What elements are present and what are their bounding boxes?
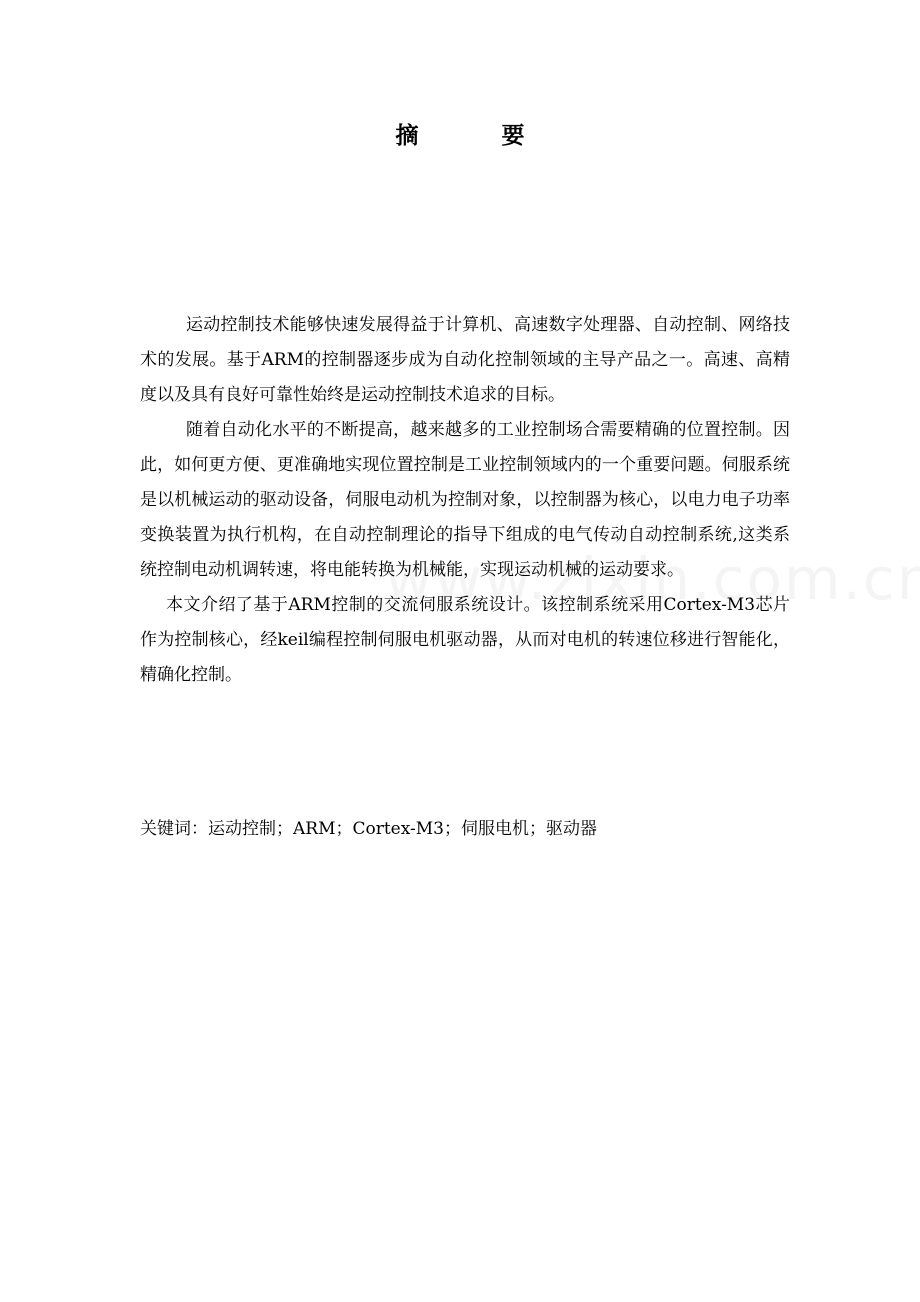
abstract-body [140,308,790,693]
abstract-paragraph-3: 本文介绍了基于ARM控制的交流伺服系统设计。该控制系统采用Cortex-M3芯片作为控制核心，经keil编程控制伺服电机驱动器，从而对电机的转速位移进行智能化，精确化控制。 [140,595,790,685]
abstract-paragraph-2: 随着自动化水平的不断提高，越来越多的工业控制场合需要精确的位置控制。因此，如何更方便、更准确地实现位置控制是工业控制领域内的一个重要问题。伺服系统是以机械运动的驱动设备，伺服电动机为控制对象，以控制器为核心，以电力电子功率变换装置为执行机构，在自动控制理论的指导下组成的电气传动自动控制系统,这类系统控制电动机调转速，将电能转换为机械能，实现运动机械的运动要求。 [140,420,790,580]
abstract-paragraph-1: 运动控制技术能够快速发展得益于计算机、高速数字处理器、自动控制、网络技术的发展。基于ARM的控制器逐步成为自动化控制领域的主导产品之一。高速、高精度以及具有良好可靠性始终是运动控制技术追求的目标。 [140,315,790,405]
keywords-line: 关键词：运动控制；ARM；Cortex-M3；伺服电机；驱动器 [140,819,597,839]
abstract-title: 摘 要 [395,123,555,149]
